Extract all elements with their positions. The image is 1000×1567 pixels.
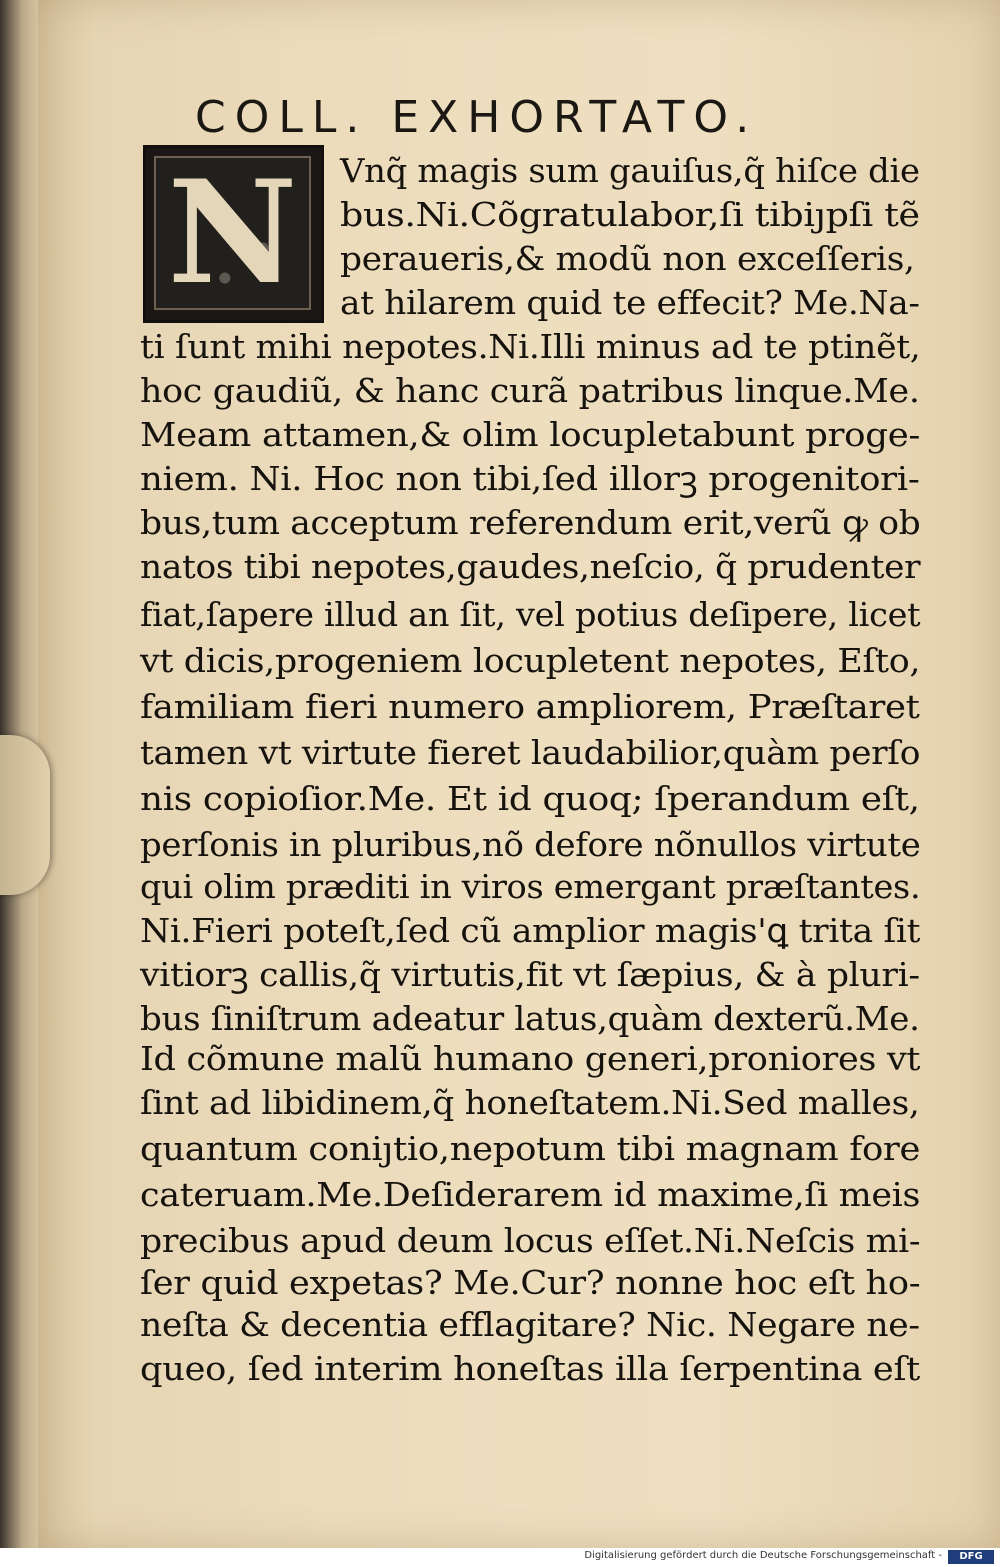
- digitization-credit: Digitalisierung gefördert durch die Deutsche Forschungsgemeinschaft -: [584, 1550, 942, 1561]
- text-line: precibus apud deum locus eſſet.Ni.Neſcis mi-: [140, 1221, 921, 1260]
- text-line: natos tibi nepotes,gaudes,neſcio, q̃ prudenter: [140, 547, 921, 586]
- text-line: bus ſiniſtrum adeatur latus,quàm dexterũ.Me.: [140, 999, 920, 1038]
- text-line: hoc gaudiũ, & hanc curã patribus linque.Me.: [140, 371, 920, 410]
- body-text: [140, 0, 940, 1548]
- text-line: niem. Ni. Hoc non tibi,ſed illorꝫ progenitori-: [140, 459, 920, 498]
- text-line: fiat,ſapere illud an ſit, vel potius deſipere, licet: [140, 595, 921, 634]
- text-line: tamen vt virtute fieret laudabilior,quàm perſo: [140, 733, 921, 772]
- text-line: perſonis in pluribus,nõ defore nõnullos virtute: [140, 825, 921, 864]
- text-line: Ni.Fieri poteſt,ſed cũ amplior magis'ꝗ trita ſit: [140, 911, 921, 950]
- text-line: neſta & decentia efflagitare? Nic. Negare ne-: [140, 1305, 920, 1344]
- text-line: qui olim præditi in viros emergant præſtantes.: [140, 867, 921, 906]
- running-head: COLL. EXHORTATO.: [195, 92, 759, 143]
- text-line: peraueris,& modũ non exceſſeris,: [340, 239, 915, 278]
- text-line: quantum coniȷtio,nepotum tibi magnam fore: [140, 1129, 921, 1168]
- text-line: nis copioſior.Me. Et id quoq; ſperandum eſt,: [140, 779, 920, 818]
- page-tab: [0, 735, 50, 895]
- text-line: cateruam.Me.Deſiderarem id maxime,ſi meis: [140, 1175, 921, 1214]
- text-line: vt dicis,progeniem locupletent nepotes, Eſto,: [140, 641, 921, 680]
- text-line: Id cõmune malũ humano generi,proniores vt: [140, 1039, 921, 1078]
- dfg-logo: DFG: [948, 1550, 994, 1564]
- text-line: Meam attamen,& olim locupletabunt proge-: [140, 415, 921, 454]
- text-line: at hilarem quid te effecit? Me.Na-: [340, 283, 920, 322]
- text-line: ti ſunt mihi nepotes.Ni.Illi minus ad te ptinẽt,: [140, 327, 921, 366]
- initial-letter: N: [154, 156, 311, 310]
- text-line: ſint ad libidinem,q̃ honeſtatem.Ni.Sed malles,: [140, 1083, 920, 1122]
- text-line: ſer quid expetas? Me.Cur? nonne hoc eſt ho-: [140, 1263, 921, 1302]
- text-line: bus.Ni.Cõgratulabor,ſi tibiȷpſi tẽ: [340, 195, 920, 234]
- text-line: queo, ſed interim honeſtas illa ſerpentina eſt: [140, 1349, 920, 1388]
- text-line: familiam fieri numero ampliorem, Præſtaret: [140, 687, 920, 726]
- text-line: Vnq̃ magis sum gauiſus,q̃ hiſce die: [340, 151, 920, 190]
- text-line: bus,tum acceptum referendum erit,verũ ꝙ ob: [140, 503, 921, 542]
- text-line: vitiorꝫ callis,q̃ virtutis,fit vt ſæpius, & à pluri-: [140, 955, 920, 994]
